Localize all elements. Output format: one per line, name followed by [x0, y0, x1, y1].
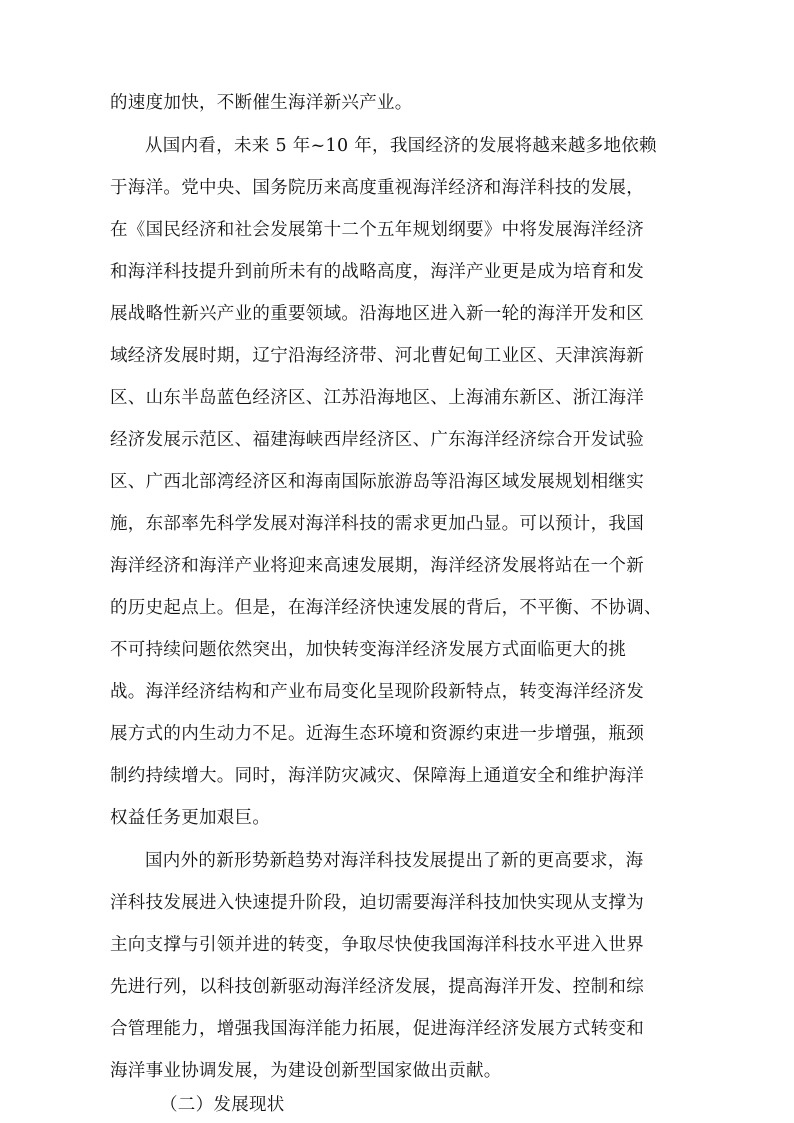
- text-line: 合管理能力，增强我国海洋能力拓展，促进海洋经济发展方式转变和: [110, 1019, 644, 1039]
- text-line: 施，东部率先科学发展对海洋科技的需求更加凸显。可以预计，我国: [110, 514, 644, 534]
- text-line: 展方式的内生动力不足。近海生态环境和资源约束进一步增强，瓶颈: [110, 724, 644, 744]
- text-line: 海洋事业协调发展，为建设创新型国家做出贡献。: [110, 1061, 502, 1081]
- text-line: 权益任务更加艰巨。: [110, 808, 271, 828]
- text-line: 区、广西北部湾经济区和海南国际旅游岛等沿海区域发展规划相继实: [110, 472, 644, 492]
- text-line: 战。海洋经济结构和产业布局变化呈现阶段新特点，转变海洋经济发: [110, 682, 644, 702]
- text-line: 国内外的新形势新趋势对海洋科技发展提出了新的更高要求，海: [145, 851, 644, 871]
- text-line: 在《国民经济和社会发展第十二个五年规划纲要》中将发展海洋经济: [110, 220, 644, 240]
- text-line: 从国内看，未来 5 年~10 年，我国经济的发展将越来越多地依赖: [145, 136, 657, 156]
- text-line: 先进行列，以科技创新驱动海洋经济发展，提高海洋开发、控制和综: [110, 977, 644, 997]
- text-line: 展战略性新兴产业的重要领域。沿海地区进入新一轮的海洋开发和区: [110, 304, 644, 324]
- section-heading: （二）发展现状: [160, 1095, 285, 1115]
- text-line: 经济发展示范区、福建海峡西岸经济区、广东海洋经济综合开发试验: [110, 430, 644, 450]
- text-line: 制约持续增大。同时，海洋防灾减灾、保障海上通道安全和维护海洋: [110, 766, 644, 786]
- text-line: 主向支撑与引领并进的转变，争取尽快使我国海洋科技水平进入世界: [110, 935, 644, 955]
- text-line: 区、山东半岛蓝色经济区、江苏沿海地区、上海浦东新区、浙江海洋: [110, 388, 644, 408]
- text-line: 洋科技发展进入快速提升阶段，迫切需要海洋科技加快实现从支撑为: [110, 893, 644, 913]
- text-line: 于海洋。党中央、国务院历来高度重视海洋经济和海洋科技的发展，: [110, 178, 644, 198]
- text-line: 海洋经济和海洋产业将迎来高速发展期，海洋经济发展将站在一个新: [110, 556, 644, 576]
- text-line: 域经济发展时期，辽宁沿海经济带、河北曹妃甸工业区、天津滨海新: [110, 346, 644, 366]
- text-line: 的速度加快，不断催生海洋新兴产业。: [110, 93, 413, 113]
- text-line: 和海洋科技提升到前所未有的战略高度，海洋产业更是成为培育和发: [110, 262, 644, 282]
- text-line: 不可持续问题依然突出，加快转变海洋经济发展方式面临更大的挑: [110, 640, 627, 660]
- text-line: 的历史起点上。但是，在海洋经济快速发展的背后，不平衡、不协调、: [110, 598, 662, 618]
